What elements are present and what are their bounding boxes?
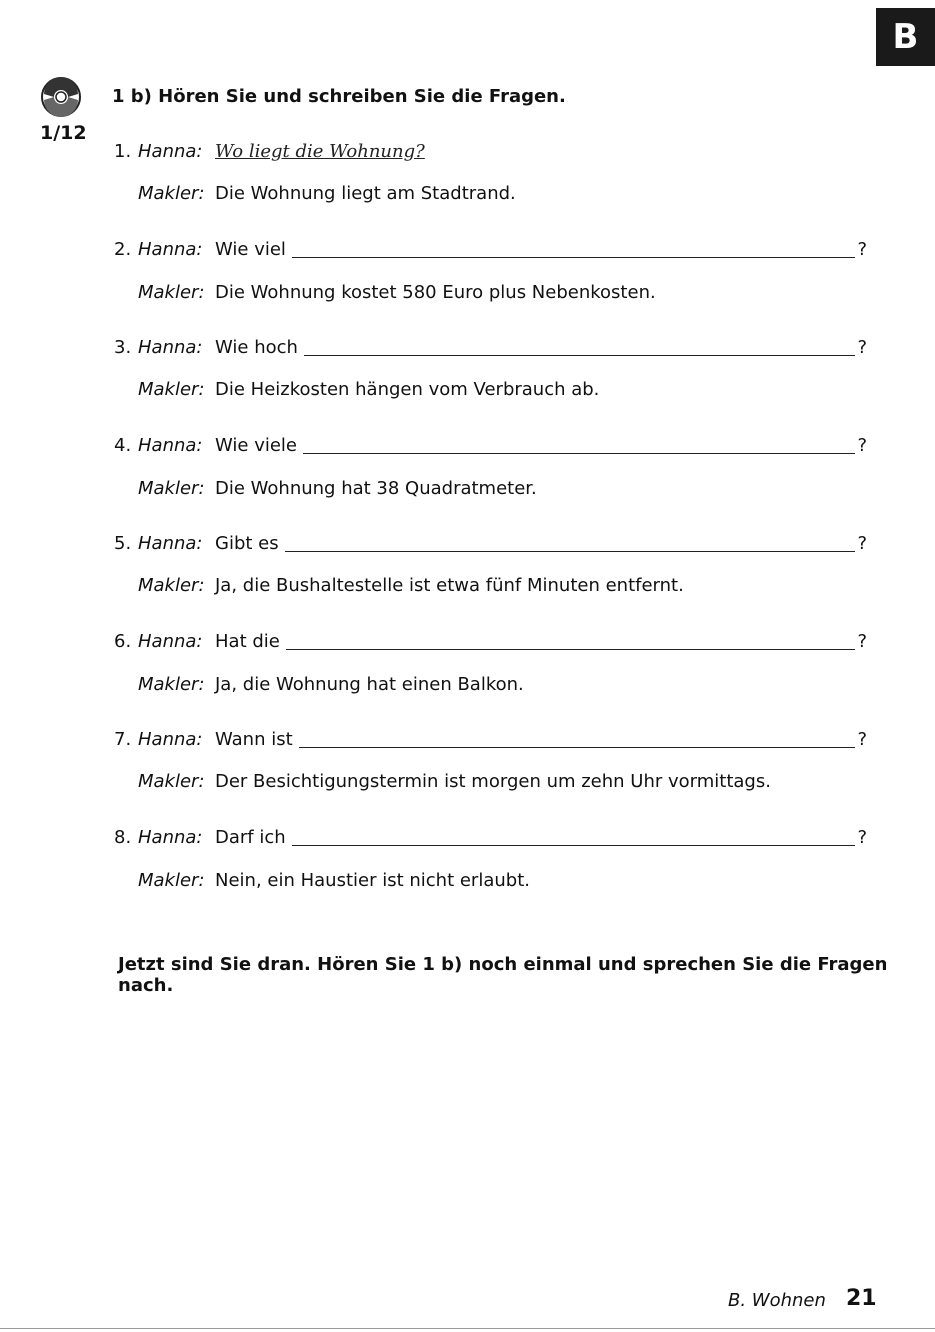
speaker-makler: Makler: (138, 282, 205, 303)
fill-line[interactable] (299, 731, 856, 748)
answer-blank[interactable] (215, 239, 867, 260)
fill-line[interactable] (292, 241, 856, 258)
speaker-hanna: Hanna: (138, 239, 203, 260)
fill-line[interactable] (304, 339, 856, 356)
item-number: 6. (114, 631, 132, 652)
item-number: 3. (114, 337, 132, 358)
dialogue-3-question (0, 337, 935, 363)
dialogue-5-reply (0, 575, 935, 601)
dialogue-8-reply (0, 870, 935, 896)
speaker-makler: Makler: (138, 771, 205, 792)
answer-blank[interactable] (215, 337, 867, 358)
speaker-makler: Makler: (138, 575, 205, 596)
question-prompt: Wann ist (215, 729, 293, 750)
answer-blank[interactable] (215, 827, 867, 848)
reply-text: Die Heizkosten hängen vom Verbrauch ab. (215, 379, 600, 400)
answer-blank[interactable] (215, 631, 867, 652)
question-mark: ? (857, 435, 867, 456)
section-tab: B (876, 8, 935, 66)
dialogue-8-question (0, 827, 935, 853)
question-prompt: Darf ich (215, 827, 286, 848)
speaker-hanna: Hanna: (138, 631, 203, 652)
dialogue-6-reply (0, 674, 935, 700)
reply-text: Die Wohnung kostet 580 Euro plus Nebenkosten. (215, 282, 656, 303)
speaker-makler: Makler: (138, 478, 205, 499)
question-mark: ? (857, 533, 867, 554)
answer-blank[interactable] (215, 729, 867, 750)
question-prompt: Wie viele (215, 435, 298, 456)
question-prompt: Hat die (215, 631, 280, 652)
speaker-hanna: Hanna: (138, 435, 203, 456)
question-mark: ? (857, 239, 867, 260)
speaker-hanna: Hanna: (138, 827, 203, 848)
page-number: 21 (846, 1286, 877, 1311)
dialogue-1-question (0, 141, 935, 167)
answer-blank[interactable] (215, 435, 867, 456)
dialogue-1-reply (0, 183, 935, 209)
footer-divider (0, 1328, 935, 1329)
fill-line[interactable] (285, 535, 856, 552)
reply-text: Nein, ein Haustier ist nicht erlaubt. (215, 870, 530, 891)
speaker-hanna: Hanna: (138, 533, 203, 554)
dialogue-7-reply (0, 771, 935, 797)
final-instruction: Jetzt sind Sie dran. Hören Sie 1 b) noch einmal und sprechen Sie die Fragen nach. (118, 954, 888, 996)
reply-text: Ja, die Wohnung hat einen Balkon. (215, 674, 524, 695)
dialogue-4-reply (0, 478, 935, 504)
item-number: 4. (114, 435, 132, 456)
speaker-makler: Makler: (138, 183, 205, 204)
dialogue-3-reply (0, 379, 935, 405)
speaker-hanna: Hanna: (138, 141, 203, 162)
item-number: 5. (114, 533, 132, 554)
fill-line[interactable] (286, 633, 856, 650)
dialogue-7-question (0, 729, 935, 755)
question-mark: ? (857, 337, 867, 358)
speaker-hanna: Hanna: (138, 337, 203, 358)
item-number: 2. (114, 239, 132, 260)
question-mark: ? (857, 729, 867, 750)
dialogue-2-reply (0, 282, 935, 308)
dialogue-6-question (0, 631, 935, 657)
dialogue-5-question (0, 533, 935, 559)
task-title: 1 b) Hören Sie und schreiben Sie die Fragen. (112, 86, 566, 107)
fill-line[interactable] (292, 829, 856, 846)
speaker-makler: Makler: (138, 870, 205, 891)
question-mark: ? (857, 827, 867, 848)
footer-chapter: B. Wohnen (728, 1290, 826, 1311)
question-prompt: Gibt es (215, 533, 279, 554)
reply-text: Die Wohnung hat 38 Quadratmeter. (215, 478, 537, 499)
audio-cd-icon (40, 76, 82, 118)
item-number: 7. (114, 729, 132, 750)
handwritten-answer: Wo liegt die Wohnung? (215, 141, 425, 162)
speaker-hanna: Hanna: (138, 729, 203, 750)
answer-blank[interactable] (215, 533, 867, 554)
fill-line[interactable] (303, 437, 855, 454)
dialogue-4-question (0, 435, 935, 461)
track-number: 1/12 (40, 122, 87, 144)
item-number: 8. (114, 827, 132, 848)
question-prompt: Wie hoch (215, 337, 298, 358)
reply-text: Ja, die Bushaltestelle ist etwa fünf Minuten entfernt. (215, 575, 684, 596)
question-prompt: Wie viel (215, 239, 286, 260)
item-number: 1. (114, 141, 132, 162)
reply-text: Der Besichtigungstermin ist morgen um zehn Uhr vormittags. (215, 771, 771, 792)
speaker-makler: Makler: (138, 674, 205, 695)
speaker-makler: Makler: (138, 379, 205, 400)
question-mark: ? (857, 631, 867, 652)
reply-text: Die Wohnung liegt am Stadtrand. (215, 183, 516, 204)
dialogue-2-question (0, 239, 935, 265)
